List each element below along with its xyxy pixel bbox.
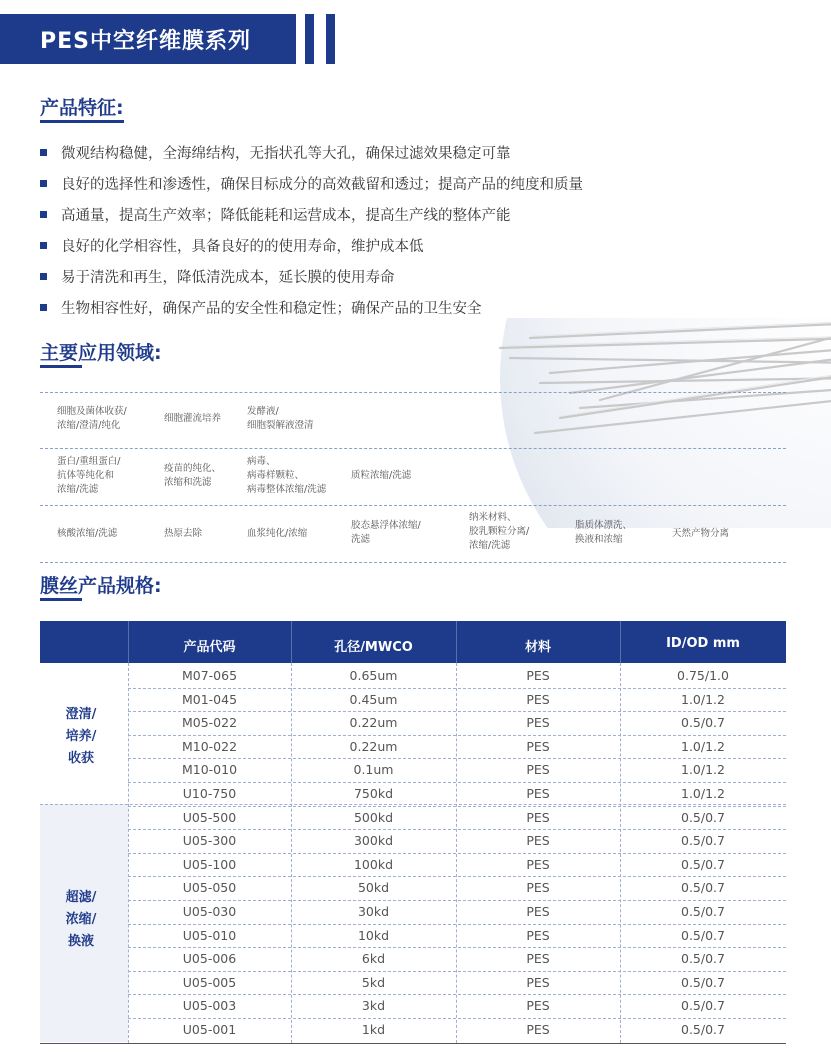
code-cell: M10-022 (181, 738, 238, 754)
application-item: 蛋白/重组蛋白/ 抗体等纯化和 浓缩/洗滤 (57, 456, 121, 495)
dimension-cell: 1.0/1.2 (681, 691, 725, 707)
applications-title: 主要应用领域: (40, 342, 162, 364)
feature-item (40, 142, 511, 163)
table-row (128, 1018, 786, 1042)
dimension-cell: 0.5/0.7 (681, 951, 725, 967)
feature-item (40, 266, 395, 287)
application-item: 胶态悬浮体浓缩/ 洗滤 (351, 520, 421, 545)
material-cell: PES (526, 668, 550, 683)
pore-size-cell: 6kd (361, 951, 386, 967)
material-cell: PES (526, 809, 550, 825)
code-cell: M10-010 (181, 762, 238, 778)
dimension-cell: 0.5/0.7 (681, 856, 725, 872)
table-row (128, 782, 786, 806)
column-divider (620, 663, 621, 1043)
dimension-cell: 0.5/0.7 (681, 715, 725, 731)
pore-size-cell: 0.45um (349, 691, 398, 707)
table-row (128, 758, 786, 782)
pore-size-cell: 0.1um (353, 762, 394, 778)
dimension-cell: 0.5/0.7 (681, 880, 725, 896)
code-cell: U05-003 (182, 998, 237, 1014)
title-stripe-2 (326, 14, 335, 64)
pore-size-cell: 300kd (353, 833, 394, 849)
table-row (128, 688, 786, 712)
application-item: 纳米材料、 胶乳颗粒分离/ 浓缩/洗滤 (469, 512, 530, 551)
feature-item (40, 235, 424, 256)
material-cell: PES (526, 951, 550, 967)
dimension-cell: 0.75/1.0 (677, 668, 729, 683)
code-cell: M05-022 (181, 715, 238, 731)
feature-text: 良好的化学相容性，具备良好的的使用寿命，维护成本低 (61, 239, 424, 255)
table-row (128, 971, 786, 995)
application-item: 质粒浓缩/洗滤 (351, 470, 412, 481)
dimension-cell: 1.0/1.2 (681, 762, 725, 778)
pore-size-cell: 0.22um (349, 738, 398, 754)
pore-size-cell: 1kd (361, 1022, 386, 1037)
material-cell: PES (526, 998, 550, 1014)
column-divider (128, 663, 129, 1043)
bullet-icon (40, 180, 47, 187)
material-cell: PES (526, 856, 550, 872)
feature-item (40, 204, 511, 225)
code-cell: M01-045 (181, 691, 238, 707)
material-cell: PES (526, 762, 550, 778)
feature-text: 易于清洗和再生，降低清洗成本，延长膜的使用寿命 (61, 270, 395, 286)
code-cell: U05-010 (182, 927, 237, 943)
material-cell: PES (526, 1022, 550, 1037)
bullet-icon (40, 242, 47, 249)
feature-text: 高通量，提高生产效率；降低能耗和运营成本，提高生产线的整体产能 (61, 208, 511, 224)
pore-size-cell: 500kd (353, 809, 394, 825)
application-item: 血浆纯化/浓缩 (247, 528, 308, 539)
table-row (128, 924, 786, 948)
material-cell: PES (526, 786, 550, 801)
application-item: 天然产物分离 (672, 528, 730, 539)
application-item: 热原去除 (164, 528, 203, 539)
pore-size-cell: 0.65um (349, 668, 398, 683)
material-cell: PES (526, 691, 550, 707)
table-row (128, 947, 786, 971)
bullet-icon (40, 304, 47, 311)
applications-underline (40, 365, 82, 368)
code-cell: M07-065 (181, 668, 238, 683)
application-item: 脂质体漂洗、 换液和浓缩 (575, 520, 633, 545)
code-cell: U05-001 (182, 1022, 237, 1037)
title-stripe-1 (305, 14, 314, 64)
code-cell: U05-005 (182, 974, 237, 990)
feature-text: 生物相容性好，确保产品的安全性和稳定性；确保产品的卫生安全 (61, 301, 482, 317)
features-title: 产品特征: (40, 97, 124, 119)
code-cell: U05-500 (182, 809, 237, 825)
table-row (128, 829, 786, 853)
table-row (128, 994, 786, 1018)
table-row (128, 900, 786, 924)
specs-underline (40, 598, 82, 601)
column-header-pore-size: 孔径/MWCO (334, 640, 413, 655)
application-item: 发酵液/ 细胞裂解液澄清 (247, 406, 314, 431)
dimension-cell: 0.5/0.7 (681, 1022, 725, 1037)
material-cell: PES (526, 833, 550, 849)
pore-size-cell: 50kd (357, 880, 390, 896)
material-cell: PES (526, 738, 550, 754)
material-cell: PES (526, 715, 550, 731)
dimension-cell: 0.5/0.7 (681, 833, 725, 849)
material-cell: PES (526, 880, 550, 896)
specs-title: 膜丝产品规格: (40, 575, 162, 597)
bullet-icon (40, 211, 47, 218)
material-cell: PES (526, 904, 550, 919)
application-item: 核酸浓缩/洗滤 (57, 528, 118, 539)
pore-size-cell: 0.22um (349, 715, 398, 731)
pore-size-cell: 3kd (361, 998, 386, 1014)
application-item: 疫苗的纯化、 浓缩和洗滤 (164, 463, 222, 488)
material-cell: PES (526, 927, 550, 943)
column-header-dimensions: ID/OD mm (666, 636, 740, 651)
application-item: 病毒、 病毒样颗粒、 病毒整体浓缩/洗滤 (247, 456, 327, 495)
dimension-cell: 1.0/1.2 (681, 738, 725, 754)
app-divider-1 (40, 392, 786, 393)
code-cell: U10-750 (182, 786, 237, 801)
feature-item (40, 173, 583, 194)
dimension-cell: 0.5/0.7 (681, 974, 725, 990)
pore-size-cell: 5kd (361, 974, 386, 990)
column-header-material: 材料 (524, 640, 551, 655)
table-bottom-border (40, 1043, 786, 1044)
dimension-cell: 0.5/0.7 (681, 809, 725, 825)
material-cell: PES (526, 974, 550, 990)
dimension-cell: 1.0/1.2 (681, 786, 725, 801)
pore-size-cell: 100kd (353, 856, 394, 872)
table-row (128, 735, 786, 759)
pore-size-cell: 10kd (357, 927, 390, 943)
column-header-code: 产品代码 (183, 640, 236, 655)
bullet-icon (40, 273, 47, 280)
feature-text: 良好的选择性和渗透性，确保目标成分的高效截留和透过；提高产品的纯度和质量 (61, 177, 583, 193)
fiber-illustration (460, 318, 831, 528)
code-cell: U05-300 (182, 833, 237, 849)
dimension-cell: 0.5/0.7 (681, 998, 725, 1014)
code-cell: U05-030 (182, 904, 237, 919)
table-row (128, 711, 786, 735)
code-cell: U05-100 (182, 856, 237, 872)
feature-item (40, 297, 482, 318)
table-row (128, 806, 786, 830)
column-divider (456, 663, 457, 1043)
group-label-ultrafiltration: 超滤/ 浓缩/ 换液 (65, 890, 97, 949)
pore-size-cell: 30kd (357, 904, 390, 919)
table-row (128, 664, 786, 688)
bullet-icon (40, 149, 47, 156)
table-row (128, 853, 786, 877)
dimension-cell: 0.5/0.7 (681, 927, 725, 943)
features-underline (40, 120, 124, 123)
table-row (128, 876, 786, 900)
group-label-clarification: 澄清/ 培养/ 收获 (65, 707, 97, 766)
code-cell: U05-006 (182, 951, 237, 967)
code-cell: U05-050 (182, 880, 237, 896)
application-item: 细胞及菌体收获/ 浓缩/澄清/纯化 (57, 406, 127, 431)
dimension-cell: 0.5/0.7 (681, 904, 725, 919)
feature-text: 微观结构稳健，全海绵结构，无指状孔等大孔，确保过滤效果稳定可靠 (61, 146, 511, 162)
column-divider (291, 663, 292, 1043)
page-title: PES中空纤维膜系列 (40, 29, 251, 54)
app-divider-3 (40, 505, 786, 506)
application-item: 细胞灌流培养 (164, 413, 222, 424)
app-divider-4 (40, 562, 786, 563)
app-divider-2 (40, 448, 786, 449)
pore-size-cell: 750kd (353, 786, 394, 801)
